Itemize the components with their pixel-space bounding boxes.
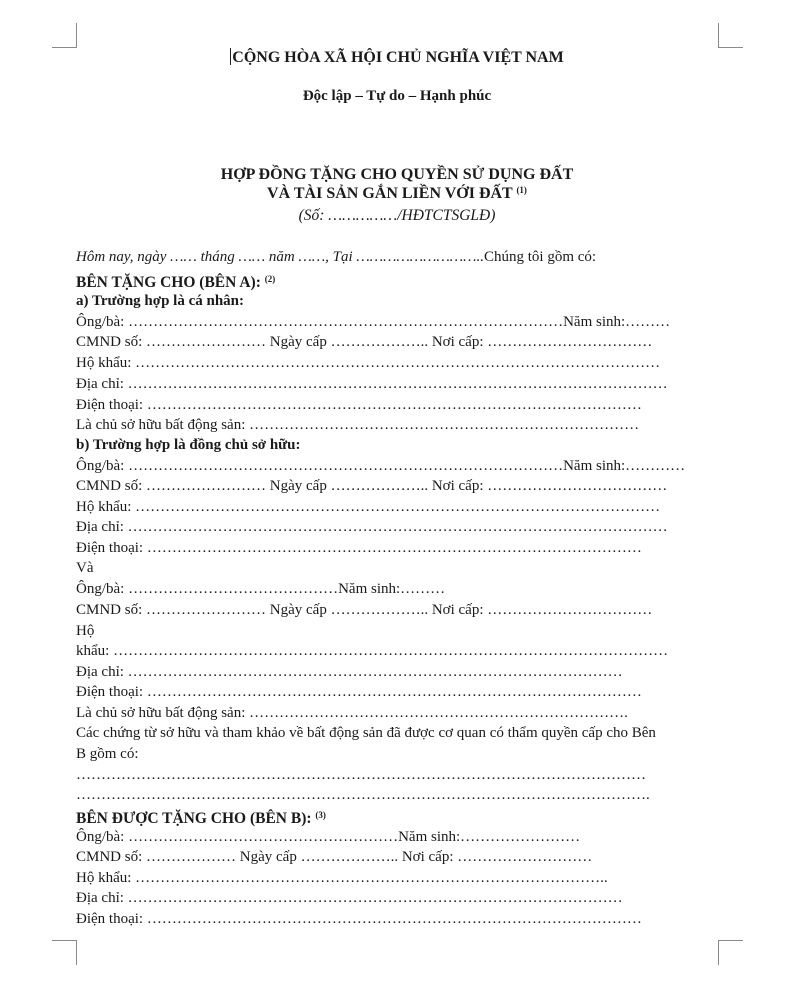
contract-title-line2	[76, 185, 718, 203]
case-b-and: Và	[76, 560, 94, 576]
case-b-address: Địa chỉ: ………………………………………………………………………………………………	[76, 519, 668, 535]
footnote-ref-2: (2)	[264, 274, 276, 284]
footnote-ref-3: (3)	[315, 810, 326, 820]
party-b-address: Địa chỉ: ………………………………………………………………………………………	[76, 890, 623, 906]
party-b-household: Hộ khẩu: …………………………………………………………………………………..	[76, 870, 608, 886]
motto: Độc lập – Tự do – Hạnh phúc	[302, 88, 492, 104]
party-b-id: CMND số: ……………… Ngày cấp ……………….. Nơi cấp: ………………………	[76, 849, 593, 865]
crop-mark-bottom-left	[52, 940, 77, 965]
ownership-docs-dots2: …………………………………………………………………………………………………….	[76, 787, 650, 803]
case-b-household2: khẩu: …………………………………………………………………………………………………	[76, 643, 669, 659]
intro-tail: Chúng tôi gồm có:	[483, 249, 597, 265]
case-b-address2: Địa chỉ: ………………………………………………………………………………………	[76, 664, 623, 680]
contract-number: (Số: ……………/HĐTCTSGLĐ)	[298, 207, 496, 224]
case-a-name: Ông/bà: ……………………………………………………………………………Năm sinh:………	[76, 314, 671, 330]
party-a-heading-text: BÊN TẶNG CHO (BÊN A):	[76, 274, 261, 291]
party-a-heading	[76, 270, 275, 292]
case-b-heading: b) Trường hợp là đồng chủ sở hữu:	[76, 437, 301, 453]
case-b-phone: Điện thoại: ………………………………………………………………………………………	[76, 540, 642, 556]
crop-mark-top-right	[718, 23, 743, 48]
case-a-household: Hộ khẩu: ……………………………………………………………………………………………	[76, 355, 661, 371]
intro-line	[76, 248, 596, 266]
party-b-heading-text: BÊN ĐƯỢC TẶNG CHO (BÊN B):	[76, 810, 312, 827]
party-b-heading	[76, 806, 326, 828]
party-b-name: Ông/bà: ………………………………………………Năm sinh:……………………	[76, 829, 581, 845]
case-a-id: CMND số: …………………… Ngày cấp ……………….. Nơi cấp: ……………………………	[76, 334, 653, 350]
crop-mark-top-left	[52, 23, 77, 48]
case-b-name2: Ông/bà: ……………………………………Năm sinh:………	[76, 581, 446, 597]
ownership-docs-line1: Các chứng từ sở hữu và tham khảo về bất động sản đã được cơ quan có thẩm quyền cấp cho Bên	[76, 725, 656, 741]
crop-mark-bottom-right	[718, 940, 743, 965]
case-a-heading: a) Trường hợp là cá nhân:	[76, 293, 245, 309]
case-b-id2: CMND số: …………………… Ngày cấp ……………….. Nơi cấp: ……………………………	[76, 602, 653, 618]
case-a-owner: Là chủ sở hữu bất động sản: ……………………………………………………………………	[76, 417, 640, 433]
case-b-owner2: Là chủ sở hữu bất động sản: ………………………………………………………………….	[76, 705, 628, 721]
case-a-phone: Điện thoại: ………………………………………………………………………………………	[76, 397, 642, 413]
case-b-household2-label: Hộ	[76, 623, 95, 639]
contract-title-line2-text: VÀ TÀI SẢN GẮN LIỀN VỚI ĐẤT	[267, 185, 513, 202]
party-b-phone: Điện thoại: ………………………………………………………………………………………	[76, 911, 642, 927]
contract-title: HỢP ĐỒNG TẶNG CHO QUYỀN SỬ DỤNG ĐẤT	[220, 166, 574, 183]
ownership-docs-dots1: ……………………………………………………………………………………………………	[76, 767, 646, 783]
case-b-id: CMND số: …………………… Ngày cấp ……………….. Nơi cấp: ………………………………	[76, 478, 668, 494]
case-b-household: Hộ khẩu: ……………………………………………………………………………………………	[76, 499, 661, 515]
national-header-text: CỘNG HÒA XÃ HỘI CHỦ NGHĨA VIỆT NAM	[232, 49, 564, 66]
case-a-address: Địa chỉ: ………………………………………………………………………………………………	[76, 376, 668, 392]
case-b-name: Ông/bà: ……………………………………………………………………………Năm sinh:…………	[76, 458, 686, 474]
footnote-ref-1: (1)	[516, 185, 527, 195]
ownership-docs-line2: B gồm có:	[76, 746, 139, 762]
national-header[interactable]	[76, 48, 718, 67]
intro-text: Hôm nay, ngày …… tháng …… năm ……, Tại ………………………..	[76, 249, 484, 265]
case-b-phone2: Điện thoại: ………………………………………………………………………………………	[76, 684, 642, 700]
